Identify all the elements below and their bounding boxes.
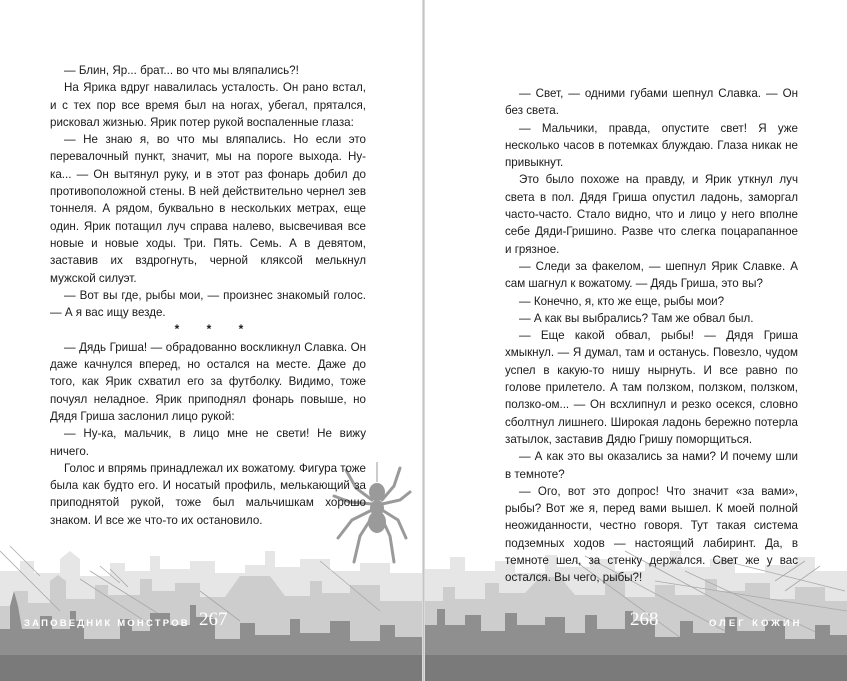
right-body-text <box>505 85 798 587</box>
running-head-book-title: ЗАПОВЕДНИК МОНСТРОВ <box>24 618 190 629</box>
paragraph: — А как это вы оказались за нами? И почему шли в темноте? <box>505 450 798 481</box>
paragraph: — Еще какой обвал, рыбы! — Дядя Гриша хмыкнул. — Я думал, там и останусь. Повезло, чудом успел в какую-то нишу нырнуть. И все равно по голове прилетело. А там ползком, ползком, ползком, ползко-ом... — Он всхлипнул и резко осекся, словно сболтнул лишнего. Широкая ладонь бережно потерла затылок, заставив Дядю Гришу поморщиться. <box>505 329 798 446</box>
section-separator: * * * <box>174 322 256 337</box>
running-head-author: ОЛЕГ КОЖИН <box>709 618 803 629</box>
paragraph: Это было похоже на правду, и Ярик уткнул луч света в пол. Дядя Гриша опустил ладонь, заморгал часто-часто. Стало видно, что и лицо у него вполне себе Дяди-Гришино. Разве что слегка поцарапанное и грязное. <box>505 173 798 256</box>
left-body-text <box>50 62 366 529</box>
paragraph: — Конечно, я, кто же еще, рыбы мои? <box>519 294 725 308</box>
paragraph: — Ну-ка, мальчик, в лицо мне не свети! Не вижу ничего. <box>50 427 366 458</box>
right-page <box>425 0 847 681</box>
paragraph: — Следи за факелом, — шепнул Ярик Славке. А сам шагнул к вожатому. — Дядь Гриша, это вы? <box>505 259 798 291</box>
paragraph: — Свет, — одними губами шепнул Славка. — Он без света. <box>505 87 798 118</box>
paragraph: Голос и впрямь принадлежал их вожатому. Фигура тоже была как будто его. И носатый профиль, мелькающий за приподнятой рукой, тоже был мальчишкам хорошо знаком. И все же что-то их остановило. <box>50 461 366 527</box>
page-number: 268 <box>630 609 659 630</box>
paragraph: — Мальчики, правда, опустите свет! Я уже несколько часов в потемках блуждаю. Глаза никак не привыкнут. <box>505 121 798 170</box>
paragraph: — А как вы выбрались? Там же обвал был. <box>519 311 754 325</box>
paragraph: — Дядь Гриша! — обрадованно воскликнул Славка. Он даже качнулся вперед, но остался на месте. Даже до того, как Ярик схватил его за футболку. Видимо, тоже почуял неладное. Ярик приподнял фонарь повыше, но Дядя Гриша заслонил лицо рукой: <box>50 340 366 423</box>
left-footer <box>0 609 424 634</box>
paragraph: — Не знаю я, во что мы вляпались. Но если это перевалочный пункт, значит, мы на пороге выхода. Ну-ка... — Он вытянул руку, и в этот раз фонарь добил до противоположной стены. В ней действительно чернел зев тоннеля. А рядом, буквально в нескольких метрах, еще один. Ярик потащил луч справа налево, высвечивая все новые и новые ходы. Три. Пять. Семь. А в девятом, заставив их вздрогнуть, черной кляксой мелькнул мужской силуэт. <box>50 133 366 285</box>
paragraph: — Блин, Яр... брат... во что мы вляпались?! <box>64 64 299 77</box>
paragraph: — Ого, вот это допрос! Что значит «за вами», рыбы? Вот же я, перед вами вышел. К моей полной неожиданности, честно говоря. Тут такая система подземных ходов — настоящий лабиринт. Да, в темноте шел, за стенку держался. Свет же у вас остался. Вы чего, рыбы?! <box>505 484 798 585</box>
paragraph: — Вот вы где, рыбы мои, — произнес знакомый голос. — А я вас ищу везде. <box>50 288 366 320</box>
page-number: 267 <box>199 609 228 630</box>
right-footer <box>425 609 847 634</box>
paragraph: На Ярика вдруг навалилась усталость. Он рано встал, и с тех пор все время был на ногах, убегал, прятался, рисковал жизнью. Ярик потер рукой воспаленные глаза: <box>50 81 366 129</box>
